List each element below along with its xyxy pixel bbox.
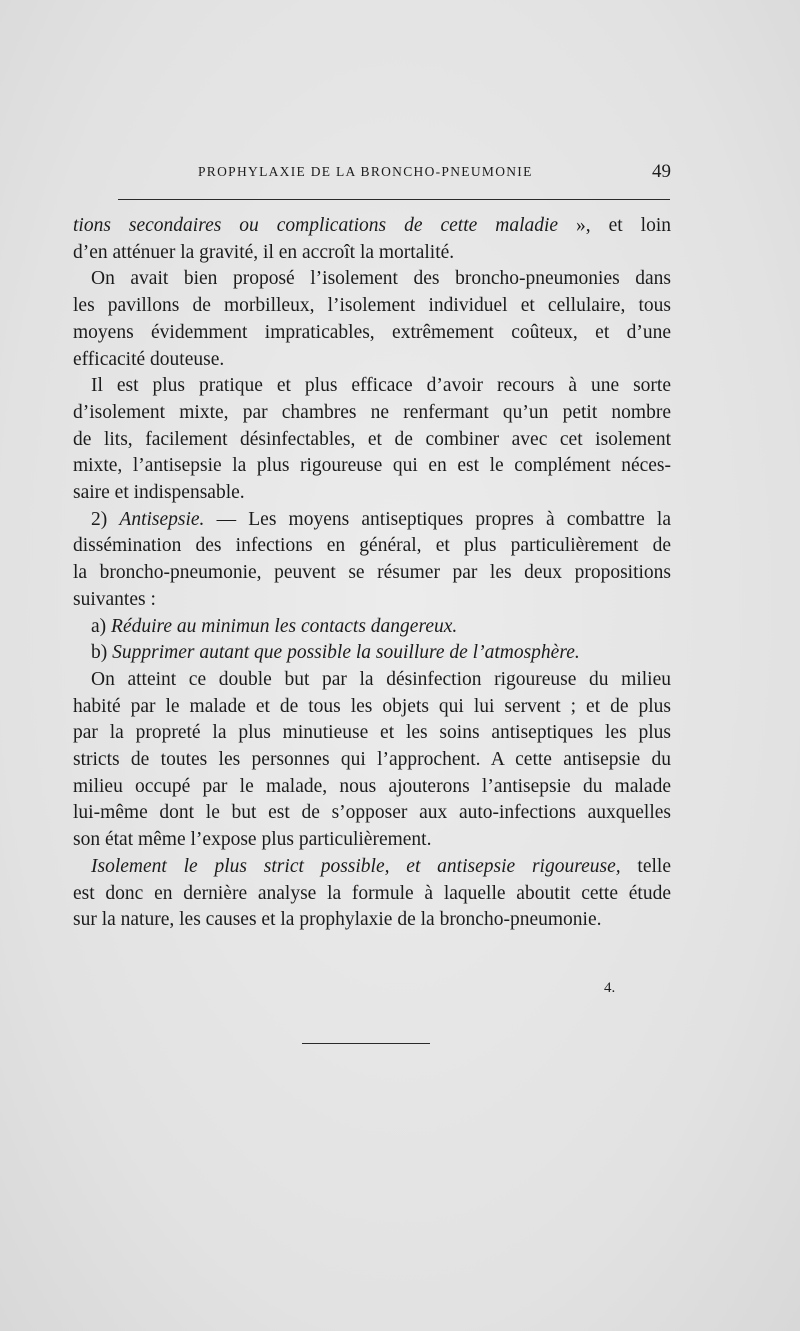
text-line: habité par le malade et de tous les objets qui lui servent ; et de plus — [73, 695, 671, 717]
text-line: moyens évidemment impraticables, extrêmement coûteux, et d’une — [73, 321, 671, 343]
italic-text: Réduire au minimun les contacts dangereux. — [111, 615, 458, 637]
text-line: les pavillons de morbilleux, l’isolement individuel et cellulaire, tous — [73, 295, 671, 317]
text-line: saire et indispensable. — [73, 482, 245, 504]
text-line: de lits, facilement désinfectables, et de combiner avec cet isolement — [73, 428, 671, 450]
italic-text: Supprimer autant que possible la souillure de l’atmosphère. — [112, 642, 580, 664]
text-line: son état même l’expose plus particulièrement. — [73, 829, 432, 851]
text-line: sur la nature, les causes et la prophylaxie de la broncho-pneumonie. — [73, 909, 602, 931]
text-line: par la propreté la plus minutieuse et les soins antiseptiques les plus — [73, 722, 671, 744]
list-number: 2) — [91, 508, 120, 530]
text-line: d’en atténuer la gravité, il en accroît la mortalité. — [73, 241, 455, 263]
paragraph-6 — [73, 854, 671, 934]
text-line: est donc en dernière analyse la formule à laquelle aboutit cette étude — [73, 882, 671, 904]
text-line — [73, 614, 671, 641]
text-line: milieu occupé par le malade, nous ajouterons l’antisepsie du malade — [73, 775, 671, 797]
text-line: stricts de toutes les personnes qui l’approchent. A cette antisepsie du — [73, 749, 671, 771]
signature-mark: 4. — [604, 980, 616, 996]
text-line: dissémination des infections en général, et plus particulièrement de — [73, 535, 671, 557]
page-number: 49 — [652, 161, 671, 182]
text-span: », et loin — [558, 215, 671, 236]
text-span: telle — [620, 855, 671, 877]
text-line: la broncho-pneumonie, peuvent se résumer par les deux propositions — [73, 562, 671, 584]
body-text — [73, 213, 671, 934]
text-line: suivantes : — [73, 588, 156, 610]
end-rule — [302, 1043, 430, 1044]
paragraph-1 — [73, 213, 671, 266]
text-line — [73, 854, 671, 881]
paragraph-3 — [73, 373, 671, 507]
text-span: — Les moyens antiseptiques propres à combattre la — [204, 508, 671, 530]
list-label: a) — [91, 615, 112, 637]
text-line: lui-même dont le but est de s’opposer aux auto-infections auxquelles — [73, 802, 671, 824]
header-rule — [118, 199, 670, 200]
text-line: mixte, l’antisepsie la plus rigoureuse qui en est le complément néces- — [73, 455, 671, 477]
text-line — [73, 640, 671, 667]
paragraph-2 — [73, 266, 671, 373]
paragraph-4 — [73, 507, 671, 614]
italic-text: tions secondaires ou complications de cette maladie — [73, 215, 559, 236]
list-label: b) — [91, 642, 113, 664]
text-line: efficacité douteuse. — [73, 348, 225, 370]
list-item-a — [73, 614, 671, 641]
list-item-b — [73, 640, 671, 667]
text-line: d’isolement mixte, par chambres ne renfermant qu’un petit nombre — [73, 401, 671, 423]
text-line: On atteint ce double but par la désinfection rigoureuse du milieu — [91, 668, 671, 690]
text-line — [73, 507, 671, 534]
text-line: Il est plus pratique et plus efficace d’avoir recours à une sorte — [91, 375, 671, 397]
italic-text: Antisepsie. — [119, 508, 205, 530]
italic-text: Isolement le plus strict possible, et antisepsie rigoureuse, — [91, 855, 621, 877]
text-line: On avait bien proposé l’isolement des broncho-pneumonies dans — [91, 268, 671, 290]
running-head — [73, 161, 671, 185]
text-line — [73, 213, 671, 240]
running-title: PROPHYLAXIE DE LA BRONCHO-PNEUMONIE — [198, 164, 533, 179]
paragraph-5 — [73, 667, 671, 854]
